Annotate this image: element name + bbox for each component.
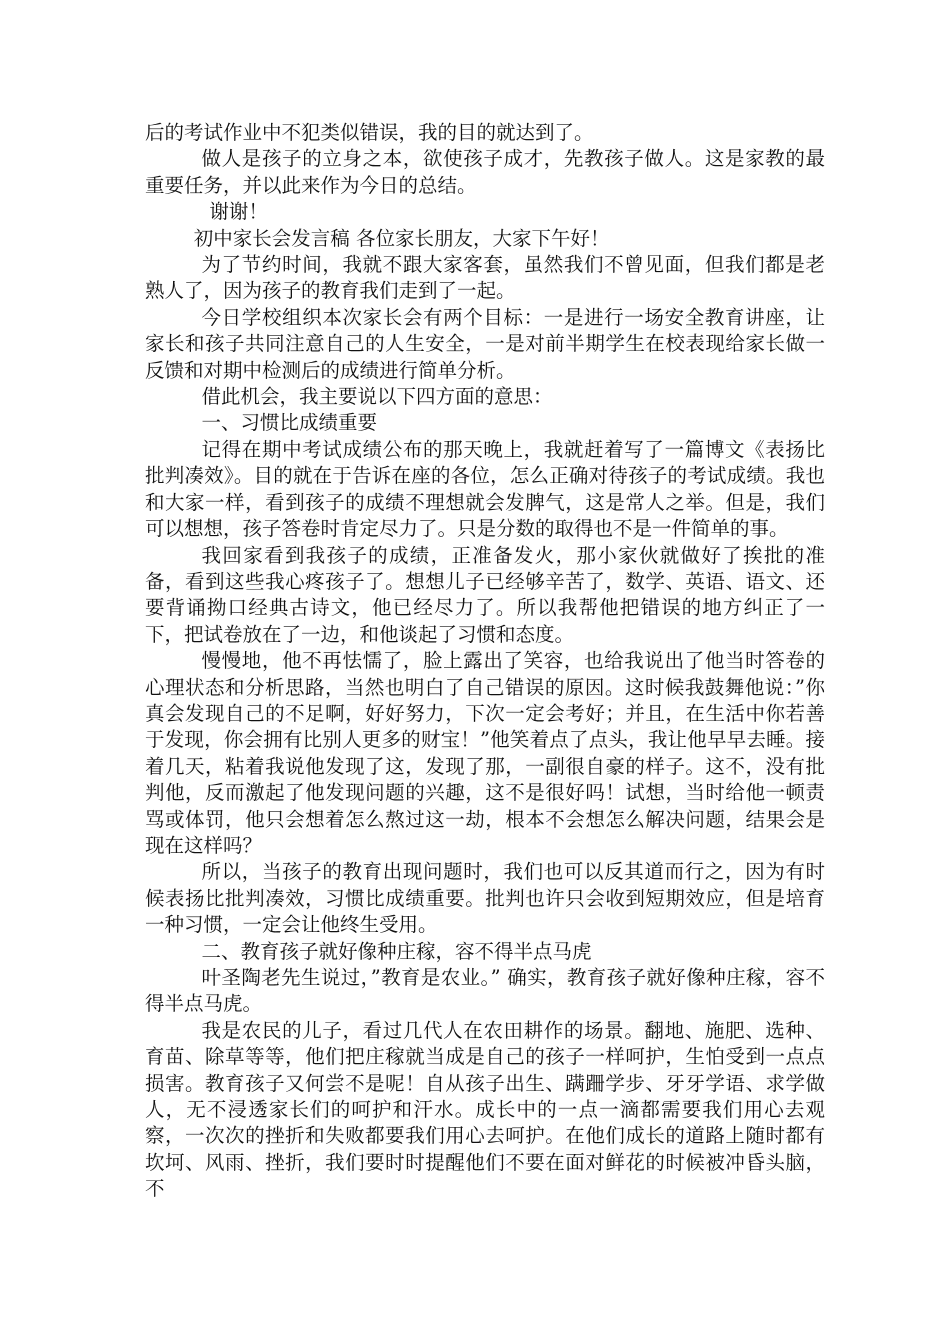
paragraph-summary: 做人是孩子的立身之本，欲使孩子成才，先教孩子做人。这是家教的最重要任务，并以此来作为今日的总结。 — [145, 147, 825, 197]
paragraph-farmer: 我是农民的儿子，看过几代人在农田耕作的场景。翻地、施肥、选种、育苗、除草等等，他们把庄稼就当成是自己的孩子一样呵护，生怕受到一点点损害。教育孩子又何尝不是呢！自从孩子出生、蹒跚学步、牙牙学语、求学做人，无不浸透家长们的呵护和汗水。成长中的一点一滴都需要我们用心去观察，一次次的挫折和失败都要我们用心去呵护。在他们成长的道路上随时都有坎坷、风雨、挫折，我们要时时提醒他们不要在面对鲜花的时候被冲昏头脑，不 — [145, 1018, 825, 1201]
paragraph-goals: 今日学校组织本次家长会有两个目标：一是进行一场安全教育讲座，让家长和孩子共同注意自己的人生安全，一是对前半期学生在校表现给家长做一反馈和对期中检测后的成绩进行简单分析。 — [145, 305, 825, 382]
section-heading-2: 二、教育孩子就好像种庄稼，容不得半点马虎 — [201, 939, 592, 963]
paragraph-blog: 记得在期中考试成绩公布的那天晚上，我就赶着写了一篇博文《表扬比批判凑效》。目的就在于告诉在座的各位，怎么正确对待孩子的考试成绩。我也和大家一样，看到孩子的成绩不理想就会发脾气，这是常人之举。但是，我们可以想想，孩子答卷时肯定尽力了。只是分数的取得也不是一件简单的事。 — [145, 437, 825, 541]
paragraph-thanks: 谢谢！ — [209, 200, 268, 224]
paragraph-intro: 为了节约时间，我就不跟大家客套，虽然我们不曾见面，但我们都是老熟人了，因为孩子的教育我们走到了一起。 — [145, 253, 825, 303]
paragraph-continuation: 后的考试作业中不犯类似错误，我的目的就达到了。 — [145, 121, 594, 144]
paragraph-home: 我回家看到我孩子的成绩，正准备发火，那小家伙就做好了挨批的准备，看到这些我心疼孩子了。想想儿子已经够辛苦了，数学、英语、语文、还要背诵拗口经典古诗文，他已经尽力了。所以我帮他把错误的地方纠正了一下，把试卷放在了一边，和他谈起了习惯和态度。 — [145, 543, 825, 646]
paragraph-slowly: 慢慢地，他不再怯懦了，脸上露出了笑容，也给我说出了他当时答卷的心理状态和分析思路，当然也明白了自己错误的原因。这时候我鼓舞他说：”你真会发现自己的不足啊，好好努力，下次一定会考好；并且，在生活中你若善于发现，你会拥有比别人更多的财宝！”他笑着点了点头，我让他早早去睡。接着几天，粘着我说他发现了这，发现了那，一副很自豪的样子。这不，没有批判他，反而激起了他发现问题的兴趣，这不是很好吗！试想，当时给他一顿责骂或体罚，他只会想着怎么熬过这一劫，根本不会想怎么解决问题，结果会是现在这样吗？ — [145, 649, 825, 857]
document-page — [145, 120, 825, 1203]
paragraph-four-points: 借此机会，我主要说以下四方面的意思： — [201, 385, 553, 409]
section-heading-1: 一、习惯比成绩重要 — [201, 411, 378, 435]
paragraph-quote: 叶圣陶老先生说过，”教育是农业。” 确实，教育孩子就好像种庄稼，容不得半点马虎。 — [145, 966, 825, 1016]
speech-title: 初中家长会发言稿 各位家长朋友，大家下午好！ — [193, 226, 610, 250]
paragraph-conclusion-1: 所以，当孩子的教育出现问题时，我们也可以反其道而行之，因为有时候表扬比批判凑效，习惯比成绩重要。批判也许只会收到短期效应，但是培育一种习惯，一定会让他终生受用。 — [145, 860, 825, 937]
